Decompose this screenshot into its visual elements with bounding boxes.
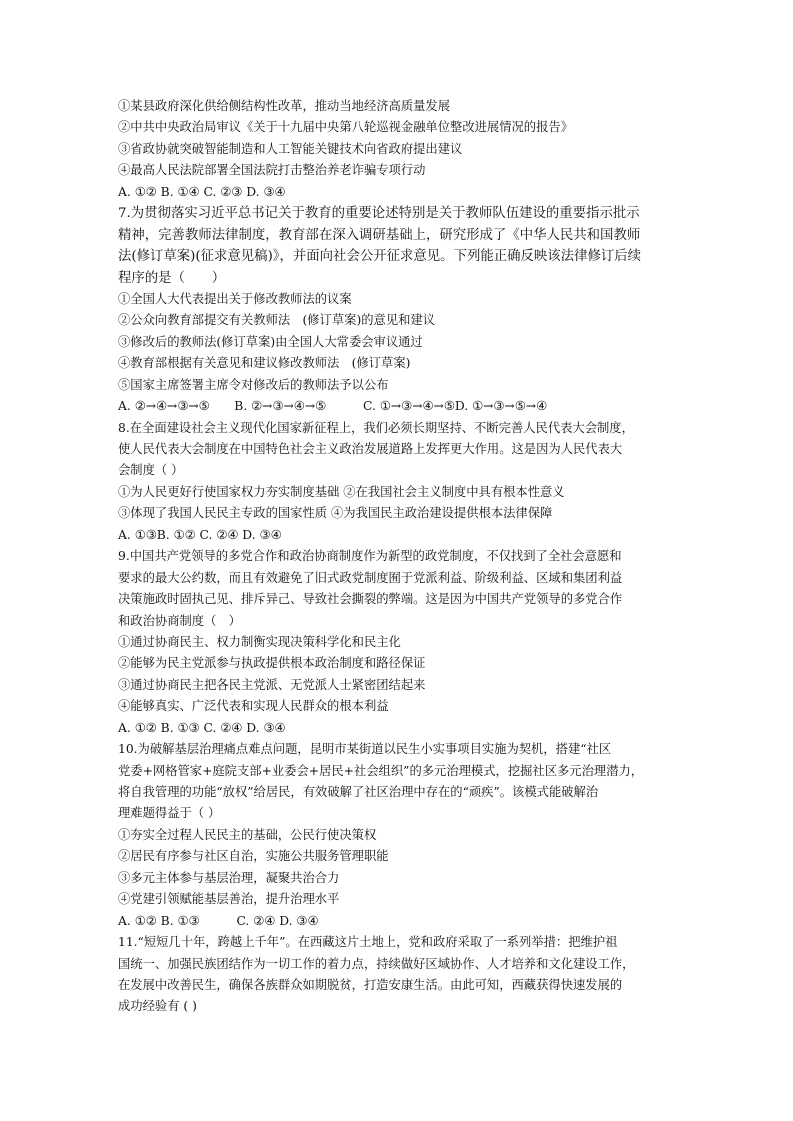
q10-stem-line-4: 理难题得益于（ ） — [118, 806, 221, 821]
q11-stem-line-4: 成功经验有 ( ) — [118, 999, 197, 1014]
q8-stem-line-1: 8.在全面建设社会主义现代化国家新征程上，我们必须长期坚持、不断完善人民代表大会制度， — [118, 420, 634, 435]
q7-stem-line-4: 程序的是（ ） — [118, 270, 226, 286]
question-content — [118, 96, 678, 1018]
q9-option-2: ②能够为民主党派参与执政提供根本政治制度和路径保证 — [118, 656, 426, 671]
q7-stem-line-3: 法(修订草案)(征求意见稿)》，并面向社会公开征求意见。下列能正确反映该法律修订后续 — [118, 249, 642, 265]
q8-answer-choices: A. ①③B. ①② C. ②④ D. ③④ — [118, 527, 282, 542]
q10-option-4: ④党建引领赋能基层善治，提升治理水平 — [118, 892, 340, 907]
q9-answer-choices: A. ①② B. ①③ C. ②④ D. ③④ — [118, 720, 286, 735]
q6-option-2: ②中共中央政治局审议《关于十九届中央第八轮巡视金融单位整改进展情况的报告》 — [118, 120, 573, 135]
q7-stem-line-1: 7.为贯彻落实习近平总书记关于教育的重要论述特别是关于教师队伍建设的重要指示批示 — [118, 206, 640, 222]
q10-stem-line-2: 党委+网格管家+庭院支部+业委会+居民+社会组织”的多元治理模式，挖掘社区多元治理潜力， — [118, 763, 644, 778]
q6-option-3: ③省政协就突破智能制造和人工智能关键技术向省政府提出建议 — [118, 141, 463, 156]
q7-option-5: ⑤国家主席签署主席令对修改后的教师法予以公布 — [118, 377, 389, 392]
q9-stem-line-2: 要求的最大公约数，而且有效避免了旧式政党制度囿于党派利益、阶级利益、区域和集团利益 — [118, 570, 623, 585]
q9-option-3: ③通过协商民主把各民主党派、无党派人士紧密团结起来 — [118, 677, 426, 692]
q6-option-4: ④最高人民法院部署全国法院打击整治养老诈骗专项行动 — [118, 163, 426, 178]
q11-stem-line-2: 国统一、加强民族团结作为一切工作的着力点，持续做好区域协作、人才培养和文化建设工作， — [118, 956, 635, 971]
q10-answer-choices: A. ①② B. ①③ C. ②④ D. ③④ — [118, 913, 319, 928]
q9-option-4: ④能够真实、广泛代表和实现人民群众的根本利益 — [118, 699, 389, 714]
q9-stem-line-3: 决策施政时固执己见、排斥异己、导致社会撕裂的弊端。这是因为中国共产党领导的多党合作 — [118, 592, 623, 607]
q10-option-2: ②居民有序参与社区自治，实施公共服务管理职能 — [118, 849, 389, 864]
q7-option-3: ③修改后的教师法(修订草案)由全国人大常委会审议通过 — [118, 334, 423, 349]
q11-stem-line-1: 11.“短短几十年，跨越上千年”。在西藏这片土地上，党和政府采取了一系列举措：把维护祖 — [118, 935, 618, 950]
q8-stem-line-3: 会制度（ ） — [118, 463, 184, 478]
q8-options-3-4: ③体现了我国人民民主专政的国家性质 ④为我国民主政治建设提供根本法律保障 — [118, 506, 553, 521]
q9-stem-line-4: 和政治协商制度（ ） — [118, 613, 241, 628]
q7-option-4: ④教育部根据有关意见和建议修改教师法 (修订草案) — [118, 356, 411, 371]
q6-answer-choices: A. ①② B. ①④ C. ②③ D. ③④ — [118, 184, 286, 199]
q8-options-1-2: ①为人民更好行使国家权力夯实制度基础 ②在我国社会主义制度中具有根本性意义 — [118, 484, 565, 499]
q9-option-1: ①通过协商民主、权力制衡实现决策科学化和民主化 — [118, 634, 401, 649]
q7-option-2: ②公众向教育部提交有关教师法 (修订草案)的意见和建议 — [118, 313, 436, 328]
q9-stem-line-1: 9.中国共产党领导的多党合作和政治协商制度作为新型的政党制度，不仅找到了全社会意愿和 — [118, 549, 622, 564]
q10-stem-line-1: 10.为破解基层治理痛点难点问题，昆明市某街道以民生小实事项目实施为契机，搭建“社区 — [118, 742, 612, 757]
q10-stem-line-3: 将自我管理的功能“放权”给居民，有效破解了社区治理中存在的“顽疾”。该模式能破解治 — [118, 785, 599, 799]
q7-option-1: ①全国人大代表提出关于修改教师法的议案 — [118, 291, 352, 306]
q7-answer-choices: A. ②→④→③→⑤ B. ②→③→④→⑤ C. ①→③→④→⑤D. ①→③→⑤→④ — [118, 399, 548, 414]
q10-option-1: ①夯实全过程人民民主的基础，公民行使决策权 — [118, 827, 377, 842]
q6-option-1: ①某县政府深化供给侧结构性改革，推动当地经济高质量发展 — [118, 99, 451, 113]
q8-stem-line-2: 使人民代表大会制度在中国特色社会主义政治发展道路上发挥更大作用。这是因为人民代表大 — [118, 442, 623, 456]
q10-option-3: ③多元主体参与基层治理，凝聚共治合力 — [118, 870, 340, 885]
q7-stem-line-2: 精神，完善教师法律制度，教育部在深入调研基础上，研究形成了《中华人民共和国教师 — [118, 227, 641, 243]
q11-stem-line-3: 在发展中改善民生，确保各族群众如期脱贫，打造安康生活。由此可知，西藏获得快速发展的 — [118, 977, 623, 992]
